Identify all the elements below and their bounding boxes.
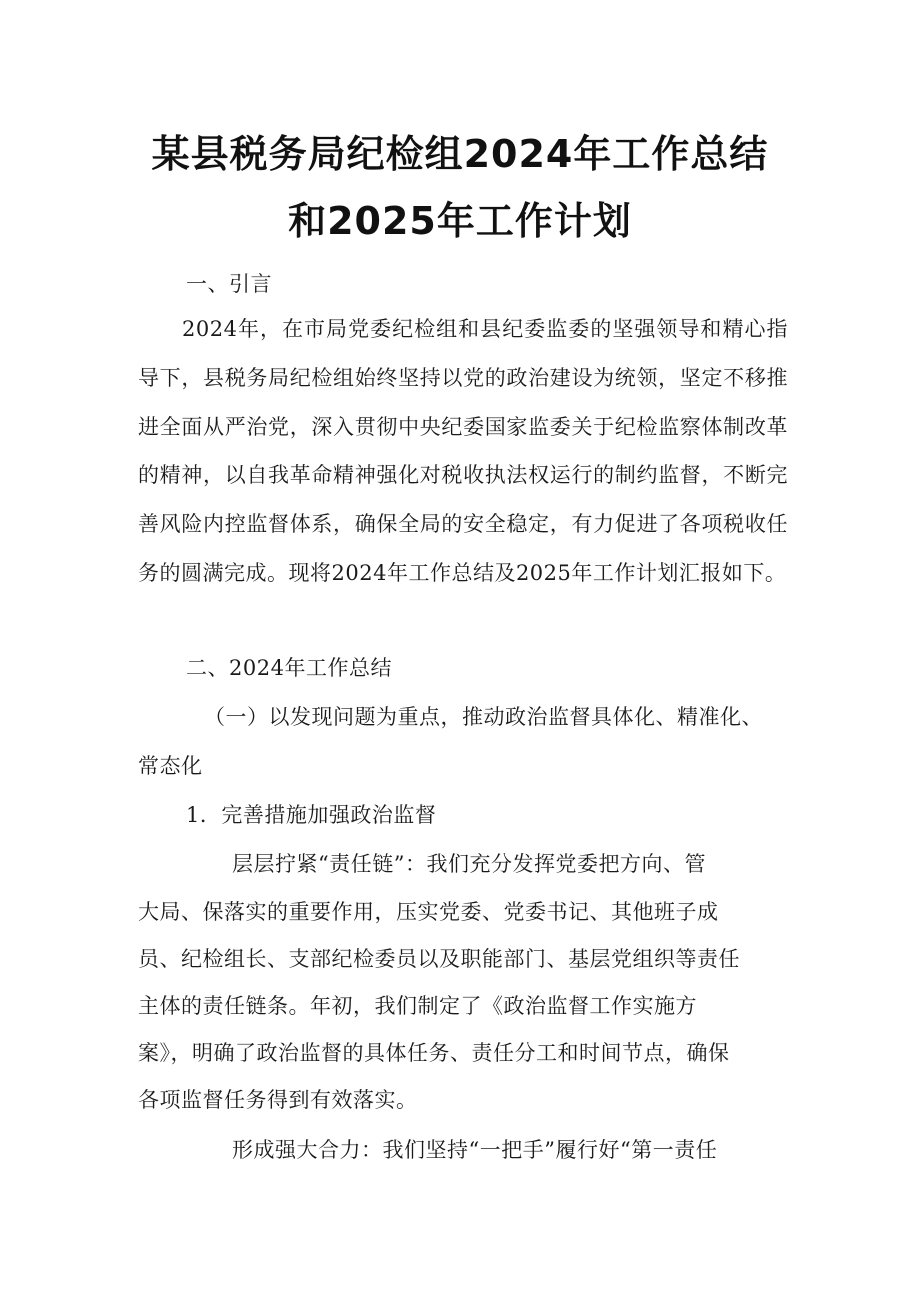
paragraph-1-line-2: 大局、保落实的重要作用，压实党委、党委书记、其他班子成 <box>138 900 719 924</box>
item-heading-1: 1．完善措施加强政治监督 <box>186 803 437 827</box>
paragraph-1-line-3: 员、纪检组长、支部纪检委员以及职能部门、基层党组织等责任 <box>138 947 740 971</box>
summary-heading: 二、2024年工作总结 <box>186 656 392 680</box>
paragraph-1-line-4: 主体的责任链条。年初，我们制定了《政治监督工作实施方 <box>138 994 697 1018</box>
document-title-line-2: 和2025年工作计划 <box>288 199 632 243</box>
intro-paragraph: 2024年，在市局党委纪检组和县纪委监委的坚强领导和精心指导下，县税务局纪检组始终坚持以党的政治建设为统领，坚定不移推进全面从严治党，深入贯彻中央纪委国家监委关于纪检监察体制改革的精神，以自我革命精神强化对税收执法权运行的制约监督，不断完善风险内控监督体系，确保全局的安全稳定，有力促进了各项税收任务的圆满完成。现将2024年工作总结及2025年工作计划汇报如下。 <box>138 317 788 585</box>
intro-heading: 一、引言 <box>186 272 272 296</box>
paragraph-1-line-1: 层层拧紧“责任链”：我们充分发挥党委把方向、管 <box>232 852 706 876</box>
sub-heading-1-part2: 常态化 <box>138 754 203 778</box>
document-title-line-1: 某县税务局纪检组2024年工作总结 <box>151 132 769 176</box>
sub-heading-1-part1: （一）以发现问题为重点，推动政治监督具体化、精准化、 <box>204 705 763 729</box>
paragraph-1-line-6: 各项监督任务得到有效落实。 <box>138 1088 418 1112</box>
paragraph-1-line-5: 案》，明确了政治监督的具体任务、责任分工和时间节点，确保 <box>138 1041 730 1065</box>
paragraph-2-line-1: 形成强大合力：我们坚持“一把手”履行好“第一责任 <box>232 1138 718 1162</box>
